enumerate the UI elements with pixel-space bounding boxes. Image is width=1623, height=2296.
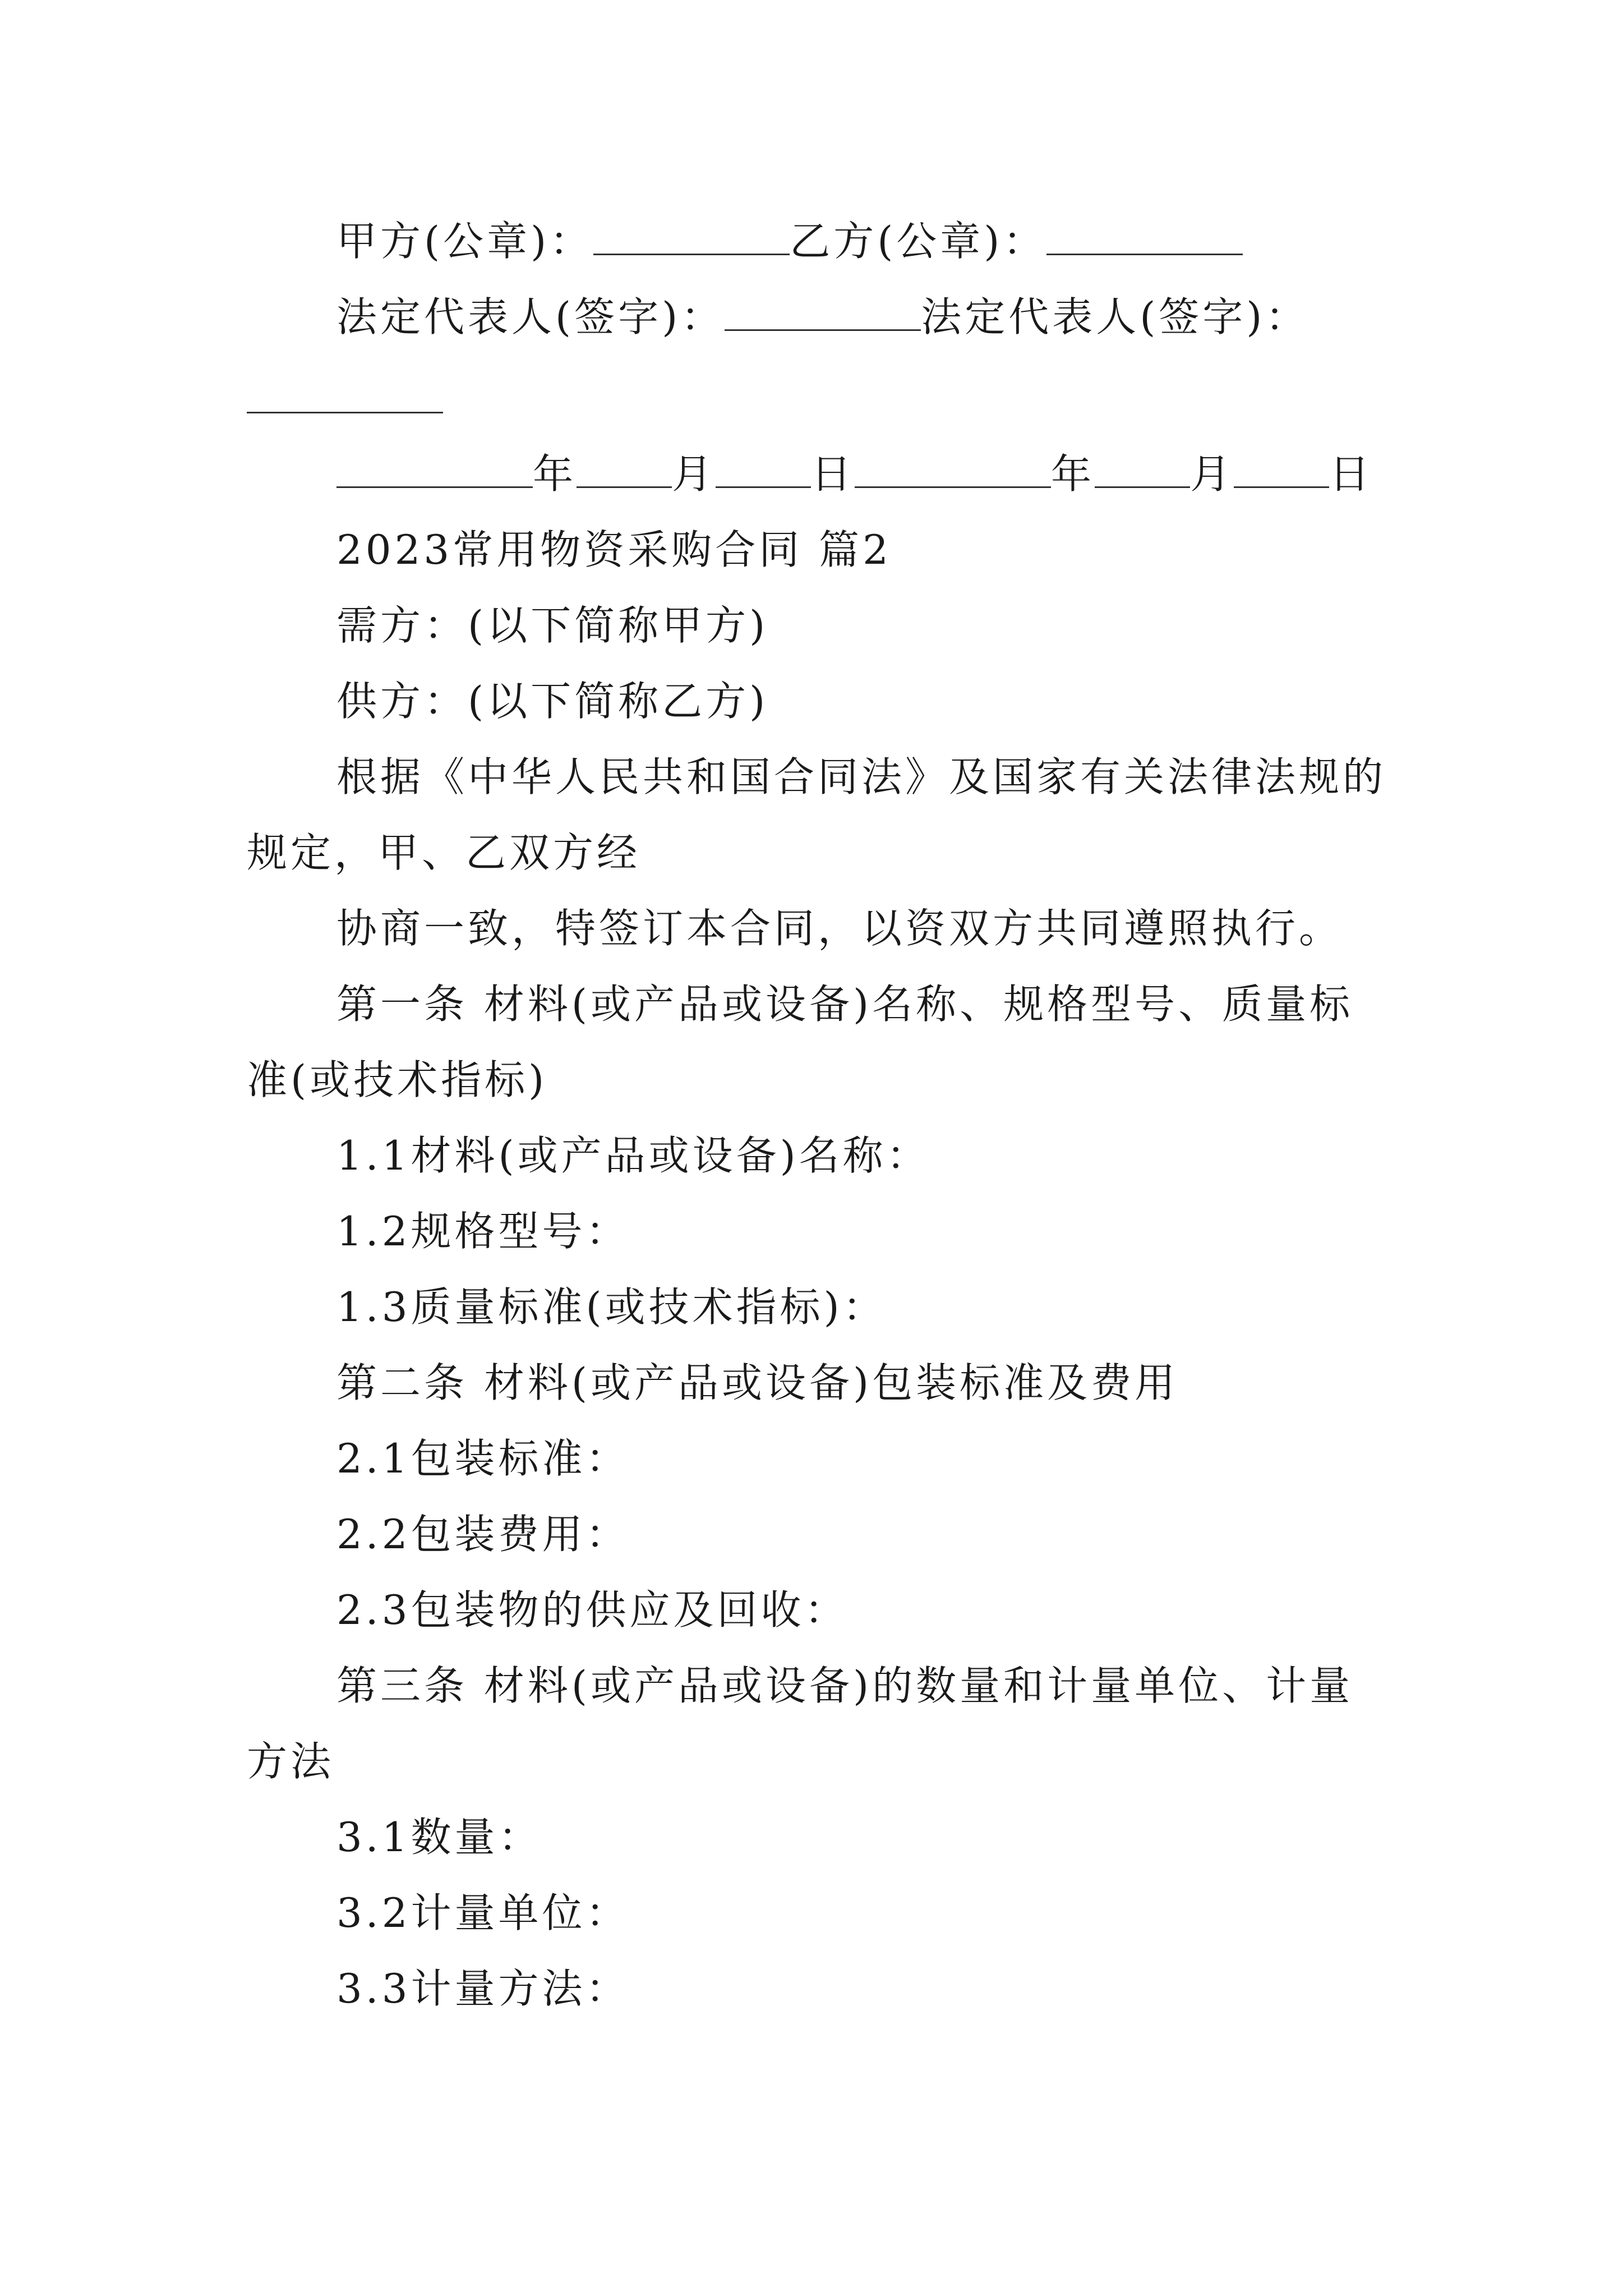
item-1-2: 1.2规格型号： <box>336 1208 630 1255</box>
month-a-label: 月 <box>672 450 716 498</box>
article-2-heading: 第二条 材料(或产品或设备)包装标准及费用 <box>336 1359 1179 1406</box>
party-a-seal-blank <box>593 217 790 255</box>
day-b-blank <box>1234 449 1329 488</box>
party-a-seal-label: 甲方(公章)： <box>336 218 594 265</box>
item-1-3: 1.3质量标准(或技术指标)： <box>336 1283 887 1331</box>
item-1-1: 1.1材料(或产品或设备)名称： <box>336 1132 930 1179</box>
month-a-blank <box>577 449 672 488</box>
item-2-2: 2.2包装费用： <box>336 1511 630 1558</box>
legal-rep-a-label: 法定代表人(签字)： <box>336 293 725 341</box>
legal-rep-b-label: 法定代表人(签字)： <box>921 293 1310 341</box>
item-3-2: 3.2计量单位： <box>336 1889 630 1936</box>
seal-line <box>336 216 1469 266</box>
year-a-label: 年 <box>533 450 577 498</box>
month-b-blank <box>1095 449 1190 488</box>
day-a-label: 日 <box>811 450 855 498</box>
date-line <box>336 449 1469 499</box>
item-3-3: 3.3计量方法： <box>336 1965 630 2012</box>
item-3-1: 3.1数量： <box>336 1814 542 1861</box>
item-2-1: 2.1包装标准： <box>336 1435 630 1482</box>
article-3-heading-line-1: 第三条 材料(或产品或设备)的数量和计量单位、计量 <box>336 1662 1354 1709</box>
article-1-heading-line-2: 准(或技术指标) <box>247 1056 548 1103</box>
preamble-line-1: 根据《中华人民共和国合同法》及国家有关法律法规的 <box>336 753 1387 800</box>
month-b-label: 月 <box>1190 450 1234 498</box>
article-1-heading-line-1: 第一条 材料(或产品或设备)名称、规格型号、质量标 <box>336 981 1354 1028</box>
party-b-seal-label: 乙方(公章)： <box>790 218 1047 265</box>
legal-rep-line <box>336 292 1469 342</box>
supply-party: 供方：(以下简称乙方) <box>336 678 769 725</box>
item-2-3: 2.3包装物的供应及回收： <box>336 1586 849 1634</box>
article-3-heading-line-2: 方法 <box>247 1738 335 1785</box>
preamble-line-2: 规定，甲、乙双方经 <box>247 829 641 876</box>
year-b-label: 年 <box>1051 450 1095 498</box>
party-b-seal-blank <box>1046 217 1243 255</box>
contract-title: 2023常用物资采购合同 篇2 <box>336 526 892 573</box>
legal-rep-a-blank <box>725 292 921 331</box>
demand-party: 需方：(以下简称甲方) <box>336 602 769 649</box>
day-b-label: 日 <box>1329 450 1373 498</box>
day-a-blank <box>716 449 811 488</box>
preamble-line-3: 协商一致，特签订本合同，以资双方共同遵照执行。 <box>336 905 1343 952</box>
year-b-blank <box>855 449 1051 488</box>
year-a-blank <box>336 449 533 488</box>
legal-rep-b-blank <box>247 412 443 413</box>
